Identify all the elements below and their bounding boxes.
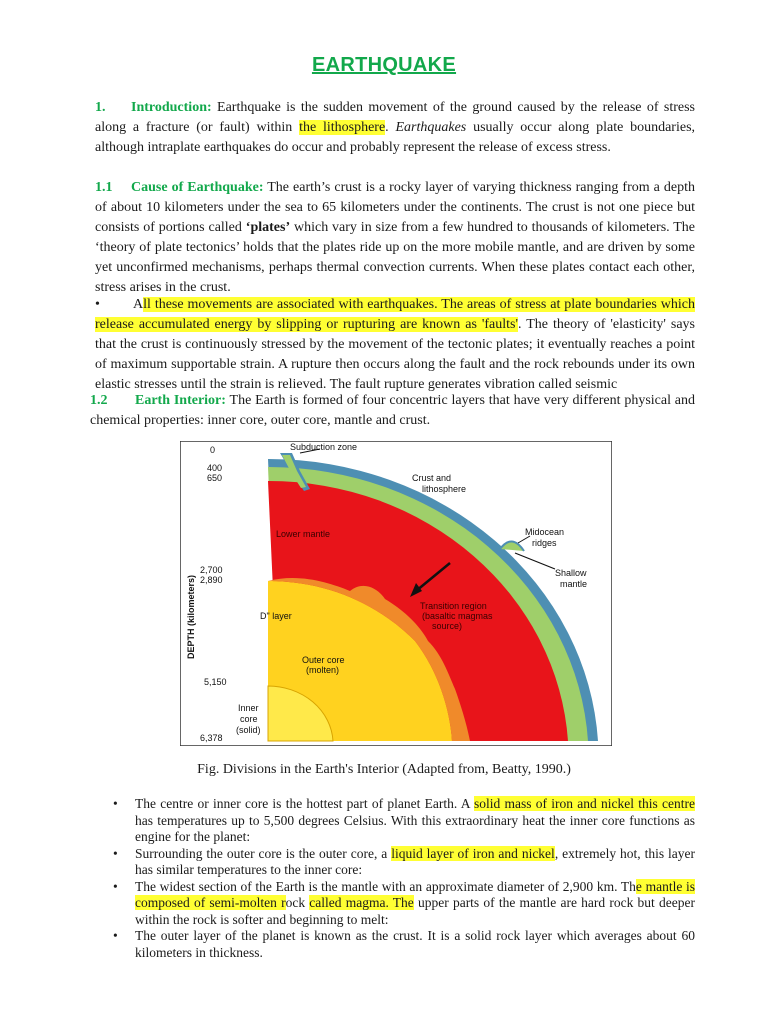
bullet-dot: • [113, 928, 118, 943]
label-crust-2: lithosphere [422, 484, 467, 494]
bullet-highlight-2: called magma. The [309, 895, 414, 910]
cause-number: 1.1 [95, 180, 113, 195]
intro-text-3: usually occur along plate boundaries, although intraplate earthquakes do occur and probably represent the release of excess stress. [95, 120, 696, 155]
bullet-dot: • [113, 796, 118, 811]
intro-number: 1. [95, 100, 106, 115]
cause-text-1: The earth’s crust is a rocky layer of varying thickness ranging from a depth of about 10 kilometers under the sea to 65 kilometers under the continents. The crust is not one piece but consists of portions called [95, 180, 695, 235]
label-crust-1: Crust and [412, 473, 452, 483]
label-d-layer: D" layer [260, 611, 292, 621]
faults-bullet: • [95, 297, 100, 312]
label-transition-1: Transition region [420, 601, 487, 611]
bullet-dot: • [113, 878, 118, 894]
faults-text: . The theory of 'elasticity' says that the crust is continuously stressed by the movement of the tectonic plates; it eventually reaches a point of maximum supportable strain. A rupture then occurs along the fault and the rock rebounds under its own elastic stresses until the strain is relieved. The fault rupture generates vibration called seismic [95, 317, 695, 392]
list-item [113, 928, 695, 961]
intro-paragraph [95, 98, 695, 158]
bullet-text: The outer layer of the planet is known as the crust. It is a solid rock layer which averages about 60 kilometers in thickness. [135, 928, 695, 960]
label-lower-mantle: Lower mantle [276, 529, 331, 539]
label-transition-3: source) [432, 621, 463, 631]
intro-text-1: Earthquake is the sudden movement of the ground caused by the release of stress along a fracture (or fault) within [95, 100, 695, 135]
label-transition-2: (basaltic magmas [422, 611, 493, 621]
label-outer-core-2: (molten) [306, 665, 340, 675]
tick-2890: 2,890 [200, 575, 223, 585]
bullet-text-end: , extremely hot, this layer has similar temperatures to the inner core: [135, 845, 696, 877]
bullet-highlight: solid mass of iron and nickel this centre [474, 796, 695, 811]
faults-highlight: ll these movements are associated with earthquakes. The areas of stress at plate boundaries which release accumulated energy by slipping or rupturing are known as 'faults' [95, 297, 695, 332]
bullet-text: Surrounding the outer core is the outer core, a [135, 845, 392, 861]
label-midocean-1: Midocean [525, 527, 565, 537]
intro-text-2: . [385, 120, 389, 135]
list-item [113, 879, 695, 929]
intro-heading: Introduction: [131, 100, 212, 115]
page-title: EARTHQUAKE [311, 54, 457, 76]
cause-text-2: which vary in size from a few hundred to thousands of kilometers. The ‘theory of plate tectonics’ holds that the plates ride up on the more mobile mantle, and are driven by some yet unconfirmed mechanisms, perhaps thermal convection currents. When these plates contact each other, stress arises in the crust. [95, 220, 696, 295]
intro-highlight: the lithosphere [299, 120, 386, 135]
label-inner-core-2: core [240, 714, 258, 724]
figure-caption: Fig. Divisions in the Earth's Interior (Adapted from, Beatty, 1990.) [197, 762, 571, 777]
depth-axis-label: DEPTH (kilometers) [186, 574, 196, 659]
earth-interior-diagram [180, 441, 612, 746]
tick-5150: 5,150 [204, 677, 227, 687]
label-inner-core-1: Inner [238, 703, 259, 713]
intro-italic: Earthquakes [395, 120, 467, 135]
core-bullet-list [113, 796, 695, 961]
interior-paragraph [90, 391, 695, 431]
interior-number: 1.2 [90, 393, 108, 408]
bullet-text-mid: ock [285, 895, 310, 910]
earth-interior-figure [180, 441, 612, 746]
bullet-highlight: e mantle is composed of semi-molten r [135, 878, 696, 910]
interior-heading: Earth Interior: [135, 393, 226, 408]
tick-2700: 2,700 [200, 565, 223, 575]
label-shallow-1: Shallow [555, 568, 587, 578]
bullet-text: The centre or inner core is the hottest part of planet Earth. A [135, 796, 475, 811]
faults-lead: A [133, 297, 144, 312]
bullet-text-end: upper parts of the mantle are hard rock but deeper within the rock is softer and beginning to melt: [135, 895, 695, 927]
bullet-text-end: has temperatures up to 5,500 degrees Celsius. With this extraordinary heat the inner core functions as engine for the planet: [135, 812, 695, 844]
label-shallow-2: mantle [560, 579, 588, 589]
label-midocean-2: ridges [532, 538, 557, 548]
tick-650: 650 [207, 473, 223, 483]
interior-text: The Earth is formed of four concentric layers that have very different physical and chemical properties: inner core, outer core, mantle and crust. [90, 393, 696, 428]
cause-paragraph [95, 178, 695, 298]
cause-bold: ‘plates’ [245, 220, 291, 235]
label-subduction: Subduction zone [290, 442, 358, 452]
label-outer-core-1: Outer core [302, 655, 345, 665]
cause-heading: Cause of Earthquake: [131, 180, 264, 195]
bullet-dot: • [113, 845, 118, 861]
bullet-highlight: liquid layer of iron and nickel [391, 845, 555, 861]
list-item [113, 846, 695, 879]
label-inner-core-3: (solid) [236, 725, 261, 735]
tick-0: 0 [210, 445, 216, 455]
faults-paragraph [95, 295, 695, 395]
list-item [113, 796, 695, 846]
tick-6378: 6,378 [200, 733, 223, 743]
bullet-text: The widest section of the Earth is the mantle with an approximate diameter of 2,900 km. Th [135, 878, 636, 894]
tick-400: 400 [207, 463, 223, 473]
